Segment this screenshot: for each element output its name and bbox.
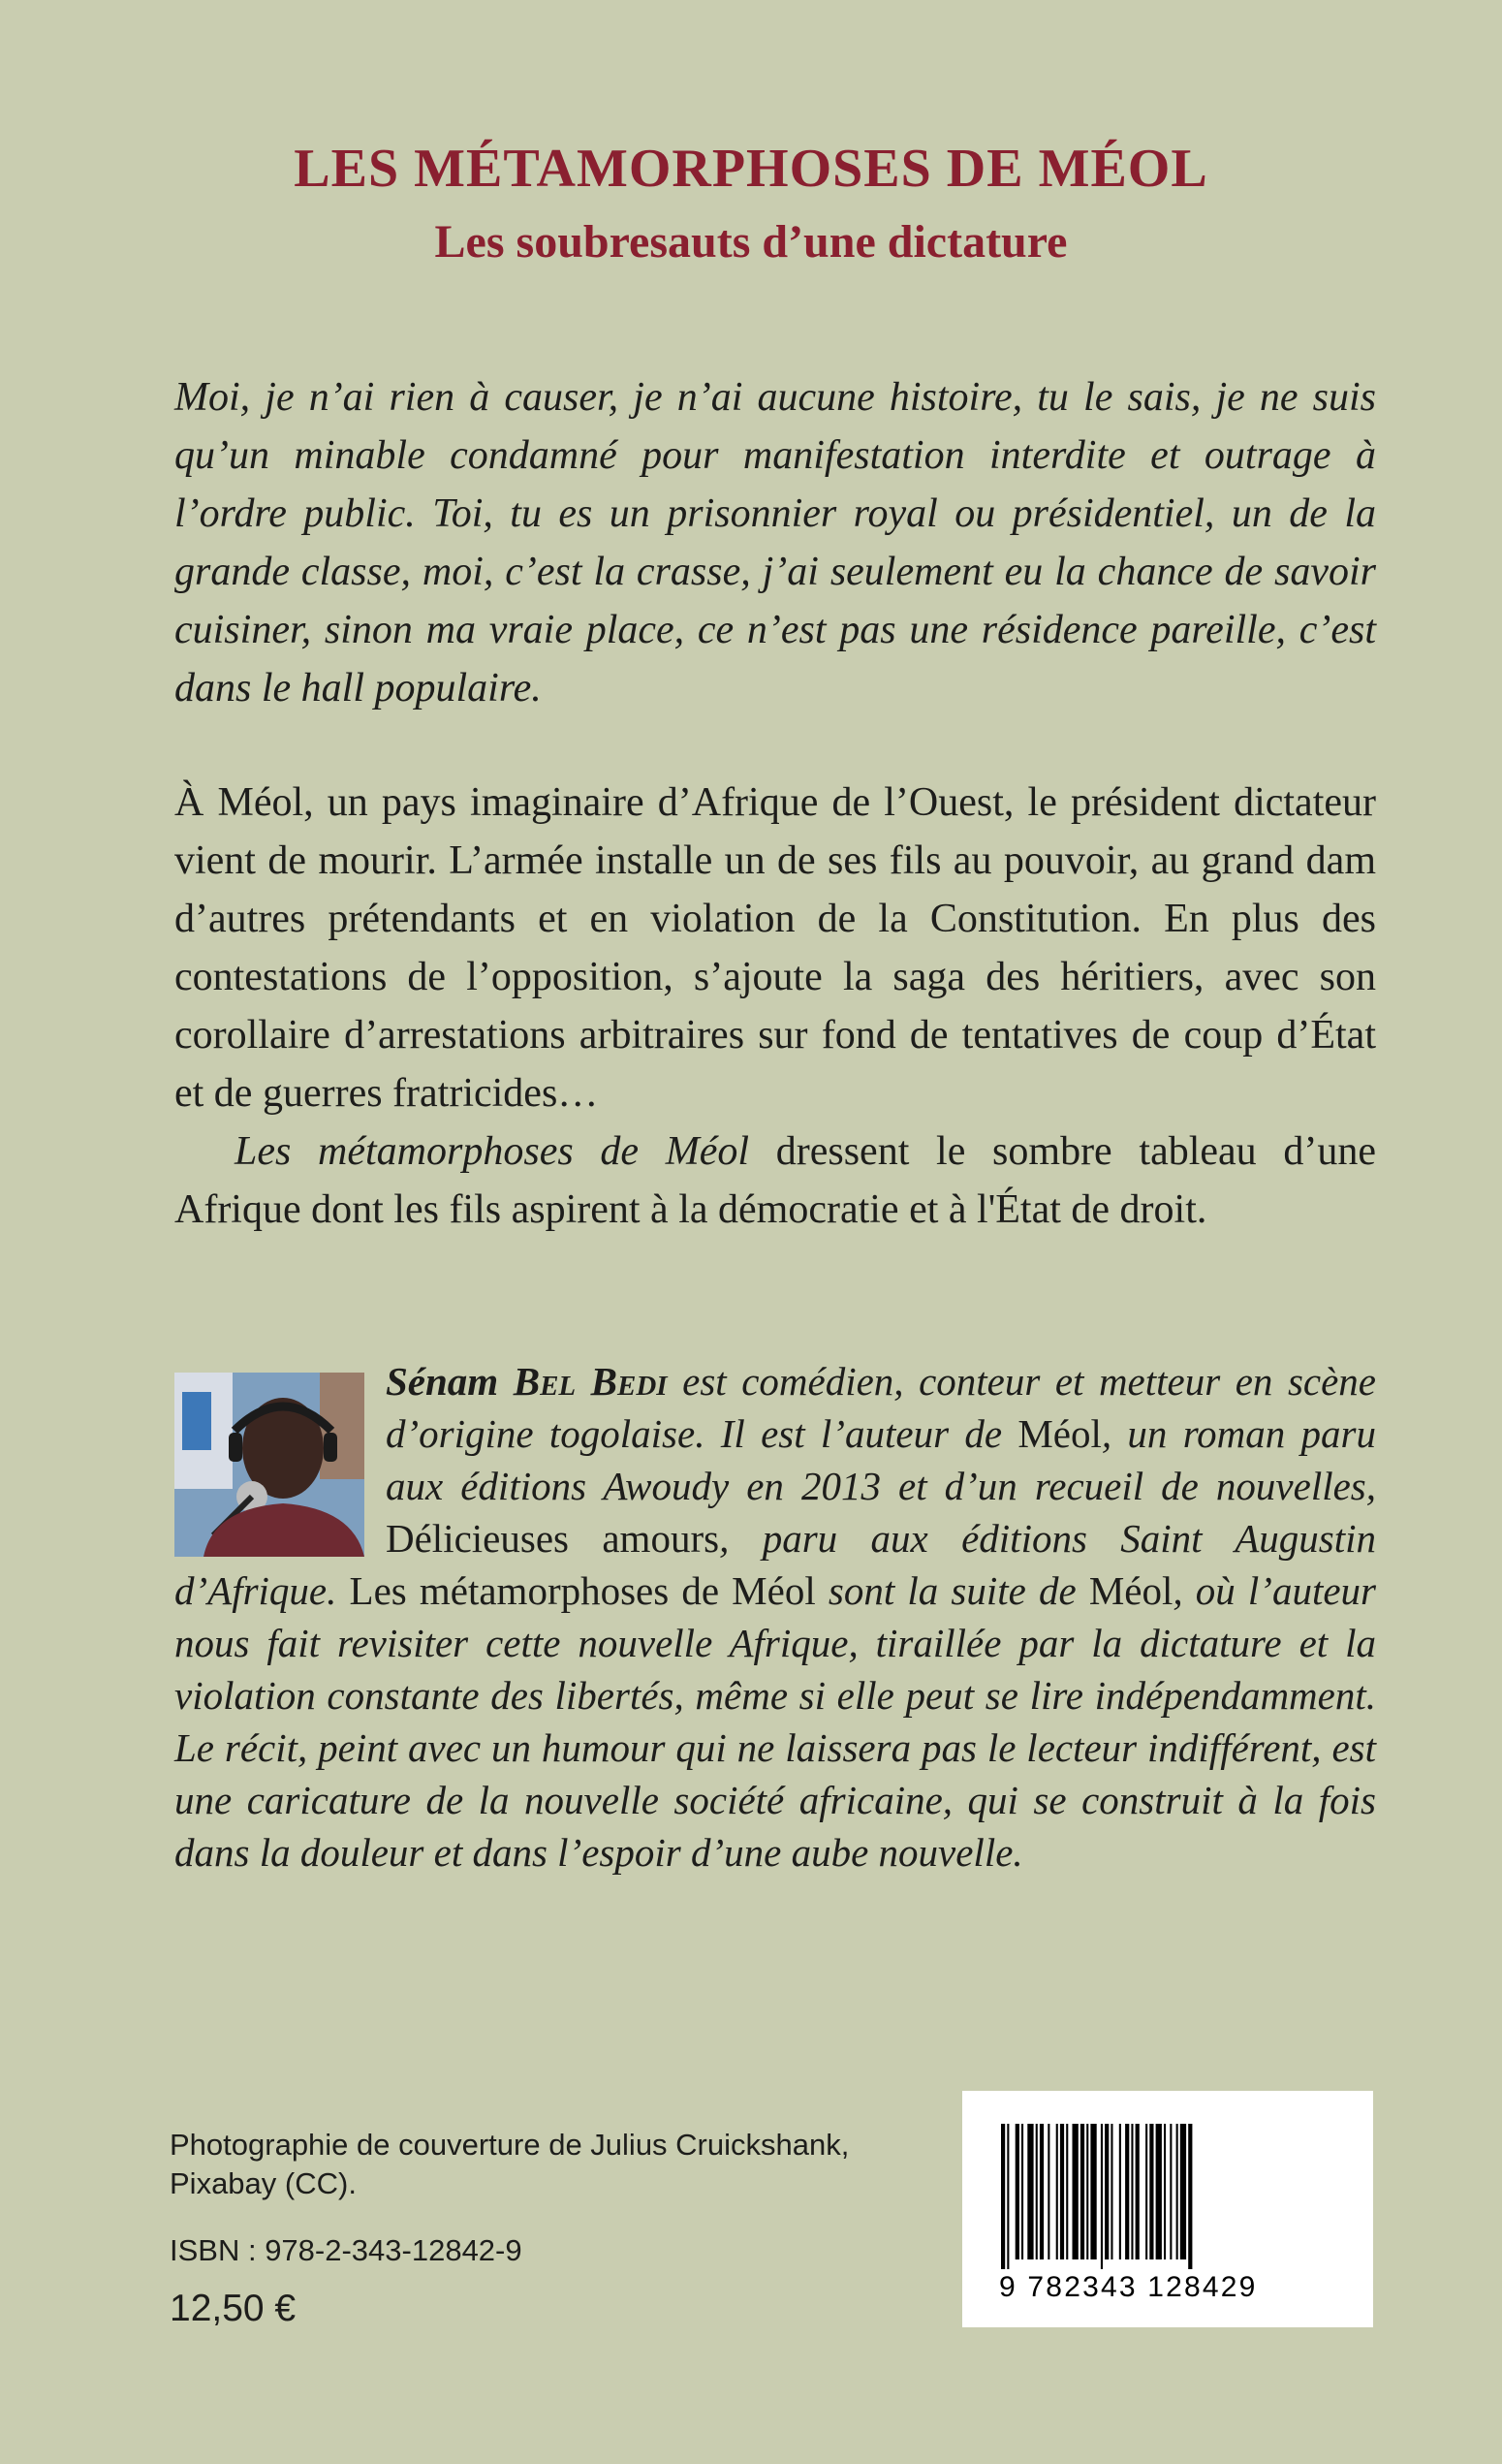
synopsis <box>174 774 1376 1239</box>
synopsis-paragraph-2-text: dressent le sombre tableau d’une Afrique dont les fils aspirent à la démocratie et à l'État de droit. <box>174 1129 1376 1232</box>
price: 12,50 € <box>170 2288 297 2329</box>
bio-book-4: Méol <box>1088 1568 1173 1613</box>
bio-text-1: est comédien, conteur et metteur en scène d’origine togolaise. Il est l’auteur de <box>386 1359 1376 1456</box>
bio-text-2: , un roman paru aux éditions Awoudy en 2013 et d’un recueil de nouvelles, <box>386 1411 1376 1508</box>
barcode <box>962 2091 1373 2327</box>
author-name <box>386 1359 668 1404</box>
barcode-bars-icon <box>1001 2124 1336 2269</box>
synopsis-paragraph-2 <box>174 1122 1376 1239</box>
bio-book-3: Les métamorphoses de Méol <box>349 1568 816 1613</box>
bio-text-4: sont la suite de <box>815 1568 1089 1613</box>
photo-credits <box>170 2126 964 2203</box>
author-last-name: Bel Bedi <box>513 1359 668 1404</box>
credits-line-2: Pixabay (CC). <box>170 2166 357 2200</box>
synopsis-book-title: Les métamorphoses de Méol <box>235 1129 750 1174</box>
credits-line-1: Photographie de couverture de Julius Cruickshank, <box>170 2128 850 2162</box>
barcode-digits: 9 782343 128429 <box>999 2271 1258 2303</box>
book-subtitle: Les soubresauts d’une dictature <box>434 216 1068 268</box>
bio-book-2: Délicieuses amours <box>386 1516 720 1561</box>
excerpt-quote: Moi, je n’ai rien à causer, je n’ai aucune histoire, tu le sais, je ne suis qu’un minable condamné pour manifestation interdite et outrage à l’ordre public. Toi, tu es un prisonnier royal ou présidentiel, un de la grande classe, moi, c’est la crasse, j’ai seulement eu la chance de savoir cuisiner, sinon ma vraie place, ce n’est pas une résidence pareille, c’est dans le hall populaire. <box>174 375 1376 711</box>
author-first-name: Sénam <box>386 1359 499 1404</box>
isbn: ISBN : 978-2-343-12842-9 <box>170 2233 522 2267</box>
bio-text-3: , paru aux éditions Saint Augustin d’Afrique. <box>174 1516 1376 1613</box>
synopsis-paragraph-1: À Méol, un pays imaginaire d’Afrique de l’Ouest, le président dictateur vient de mourir. L’armée installe un de ses fils au pouvoir, au grand dam d’autres prétendants et en violation de la Constitution. En plus des contestations de l’opposition, s’ajoute la saga des héritiers, avec son corollaire d’arrestations arbitraires sur fond de tentatives de coup d’État et de guerres fratricides… <box>174 780 1376 1116</box>
bio-book-1: Méol <box>1017 1411 1102 1456</box>
bio-text-5: , où l’auteur nous fait revisiter cette nouvelle Afrique, tiraillée par la dictature et la violation constante des libertés, même si elle peut se lire indépendamment. Le récit, peint avec un humour qui ne laissera pas le lecteur indifférent, est une caricature de la nouvelle société africaine, qui se construit à la fois dans la douleur et dans l’espoir d’une aube nouvelle. <box>174 1568 1376 1875</box>
author-biography <box>174 1355 1376 1879</box>
book-title: LES MÉTAMORPHOSES DE MÉOL <box>294 139 1208 199</box>
